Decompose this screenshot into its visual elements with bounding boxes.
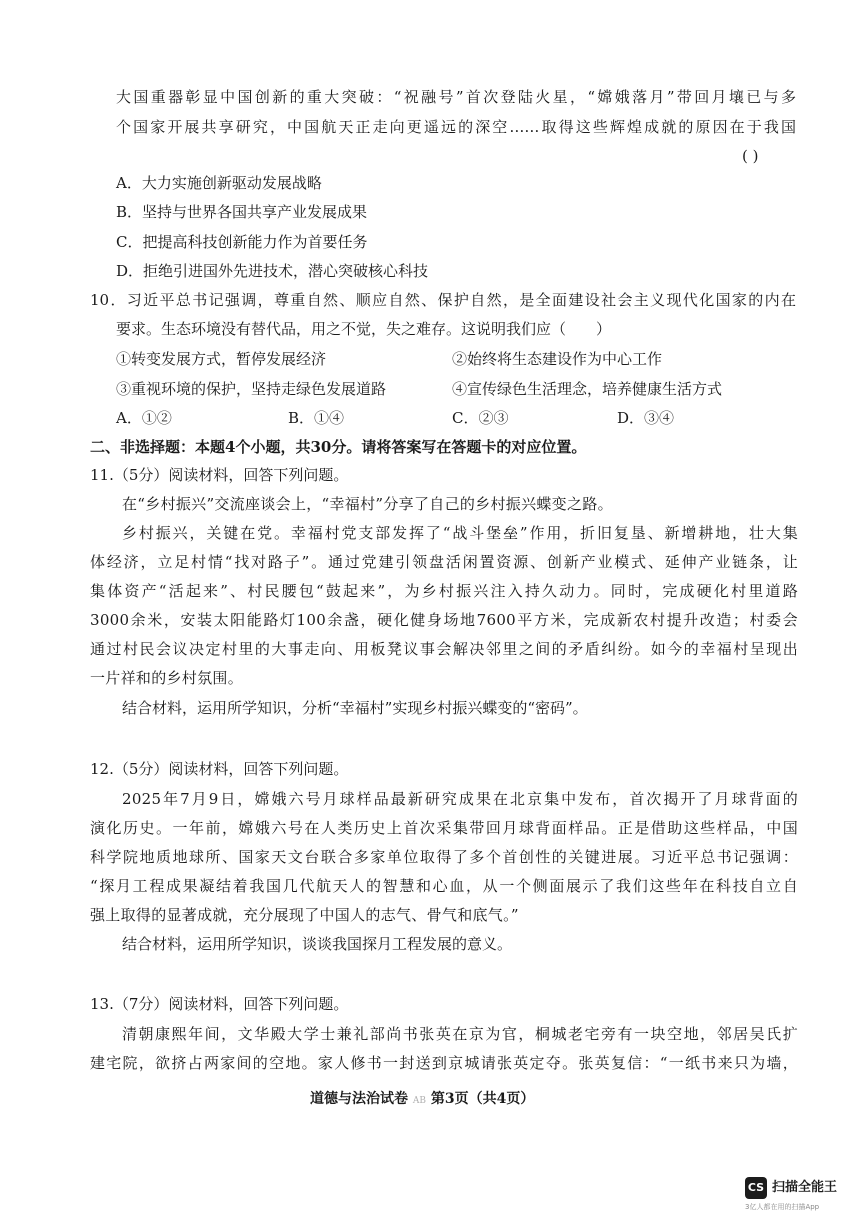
q13-material-line-1: 清朝康熙年间，文华殿大学士兼礼部尚书张英在京为官，桐城老宅旁有一块空地，邻居吴氏扩 <box>122 1025 798 1043</box>
q11-material-line-1: 在“乡村振兴”交流座谈会上，“幸福村”分享了自己的乡村振兴蝶变之路。 <box>122 495 613 513</box>
footer-version-mark: AB <box>412 1096 426 1106</box>
q12-material-line-5: 强上取得的显著成就，充分展现了中国人的志气、骨气和底气。” <box>90 906 519 924</box>
q10-choice-b: B．①④ <box>288 409 345 427</box>
q9-option-a: A．大力实施创新驱动发展战略 <box>116 174 322 192</box>
q10-stem-line-1: 10．习近平总书记强调，尊重自然、顺应自然、保护自然，是全面建设社会主义现代化国家的内在 <box>90 291 796 309</box>
q10-choice-d: D．③④ <box>617 409 675 427</box>
camscanner-logo-icon: CS <box>745 1177 767 1199</box>
section-2-heading: 二、非选择题：本题4个小题，共30分。请将答案写在答题卡的对应位置。 <box>90 438 587 456</box>
q11-material-line-3: 体经济，立足村情“找对路子”。通过党建引领盘活闲置资源、创新产业模式、延伸产业链条，让 <box>90 553 798 571</box>
q9-option-c: C．把提高科技创新能力作为首要任务 <box>116 233 368 251</box>
page-footer <box>310 1088 534 1112</box>
q12-material-line-2: 演化历史。一年前，嫦娥六号在人类历史上首次采集带回月球背面样品。正是借助这些样品，中国 <box>90 819 798 837</box>
scanner-tagline: 3亿人都在用的扫描App <box>745 1203 820 1211</box>
footer-subject: 道德与法治试卷 <box>310 1091 408 1107</box>
q11-material-line-4: 集体资产“活起来”、村民腰包“鼓起来”，为乡村振兴注入持久动力。同时，完成硬化村里道路 <box>90 582 798 600</box>
q11-material-line-5: 3000余米，安装太阳能路灯100余盏，硬化健身场地7600平方米，完成新农村提升改造；村委会 <box>90 611 798 629</box>
footer-page-number: 第3页（共4页） <box>430 1091 535 1107</box>
q9-option-d: D．拒绝引进国外先进技术，潜心突破核心科技 <box>116 262 429 280</box>
q11-material-line-7: 一片祥和的乡村氛围。 <box>90 669 244 687</box>
q12-material-line-4: “探月工程成果凝结着我国几代航天人的智慧和心血，从一个侧面展示了我们这些年在科技自立自 <box>90 877 798 895</box>
q11-heading: 11.（5分）阅读材料，回答下列问题。 <box>90 466 349 484</box>
q10-item-3: ③重视环境的保护，坚持走绿色发展道路 <box>116 380 387 398</box>
q11-task: 结合材料，运用所学知识，分析“幸福村”实现乡村振兴蝶变的“密码”。 <box>122 699 588 717</box>
q9-stem-line-1: 大国重器彰显中国创新的重大突破：“祝融号”首次登陆火星，“嫦娥落月”带回月壤已与多 <box>116 88 796 106</box>
q10-item-2: ②始终将生态建设作为中心工作 <box>452 350 663 368</box>
q13-heading: 13.（7分）阅读材料，回答下列问题。 <box>90 995 349 1013</box>
q12-task: 结合材料，运用所学知识，谈谈我国探月工程发展的意义。 <box>122 935 513 953</box>
q10-item-4: ④宣传绿色生活理念，培养健康生活方式 <box>452 380 723 398</box>
q9-stem-line-2: 个国家开展共享研究，中国航天正走向更遥远的深空……取得这些辉煌成就的原因在于我国 <box>116 118 796 136</box>
q10-choice-c: C．②③ <box>452 409 509 427</box>
q9-option-b: B．坚持与世界各国共享产业发展成果 <box>116 203 368 221</box>
q12-material-line-1: 2025年7月9日，嫦娥六号月球样品最新研究成果在北京集中发布，首次揭开了月球背面的 <box>122 790 798 808</box>
q10-stem-line-2: 要求。生态环境没有替代品，用之不觉，失之难存。这说明我们应（ ） <box>116 320 612 338</box>
scanner-watermark <box>745 1175 855 1213</box>
q13-material-line-2: 建宅院，欲挤占两家间的空地。家人修书一封送到京城请张英定夺。张英复信：“一纸书来只为墙， <box>90 1054 798 1072</box>
q10-item-1: ①转变发展方式，暂停发展经济 <box>116 350 327 368</box>
q12-material-line-3: 科学院地质地球所、国家天文台联合多家单位取得了多个首创性的关键进展。习近平总书记强调： <box>90 848 798 866</box>
q10-choice-a: A．①② <box>116 409 172 427</box>
q11-material-line-2: 乡村振兴，关键在党。幸福村党支部发挥了“战斗堡垒”作用，折旧复垦、新增耕地，壮大集 <box>122 524 798 542</box>
scanner-app-name: 扫描全能王 <box>772 1180 838 1195</box>
q9-answer-blank: ( ) <box>742 147 759 165</box>
q12-heading: 12.（5分）阅读材料，回答下列问题。 <box>90 760 349 778</box>
q11-material-line-6: 通过村民会议决定村里的大事走向、用板凳议事会解决邻里之间的矛盾纠纷。如今的幸福村呈现出 <box>90 640 798 658</box>
